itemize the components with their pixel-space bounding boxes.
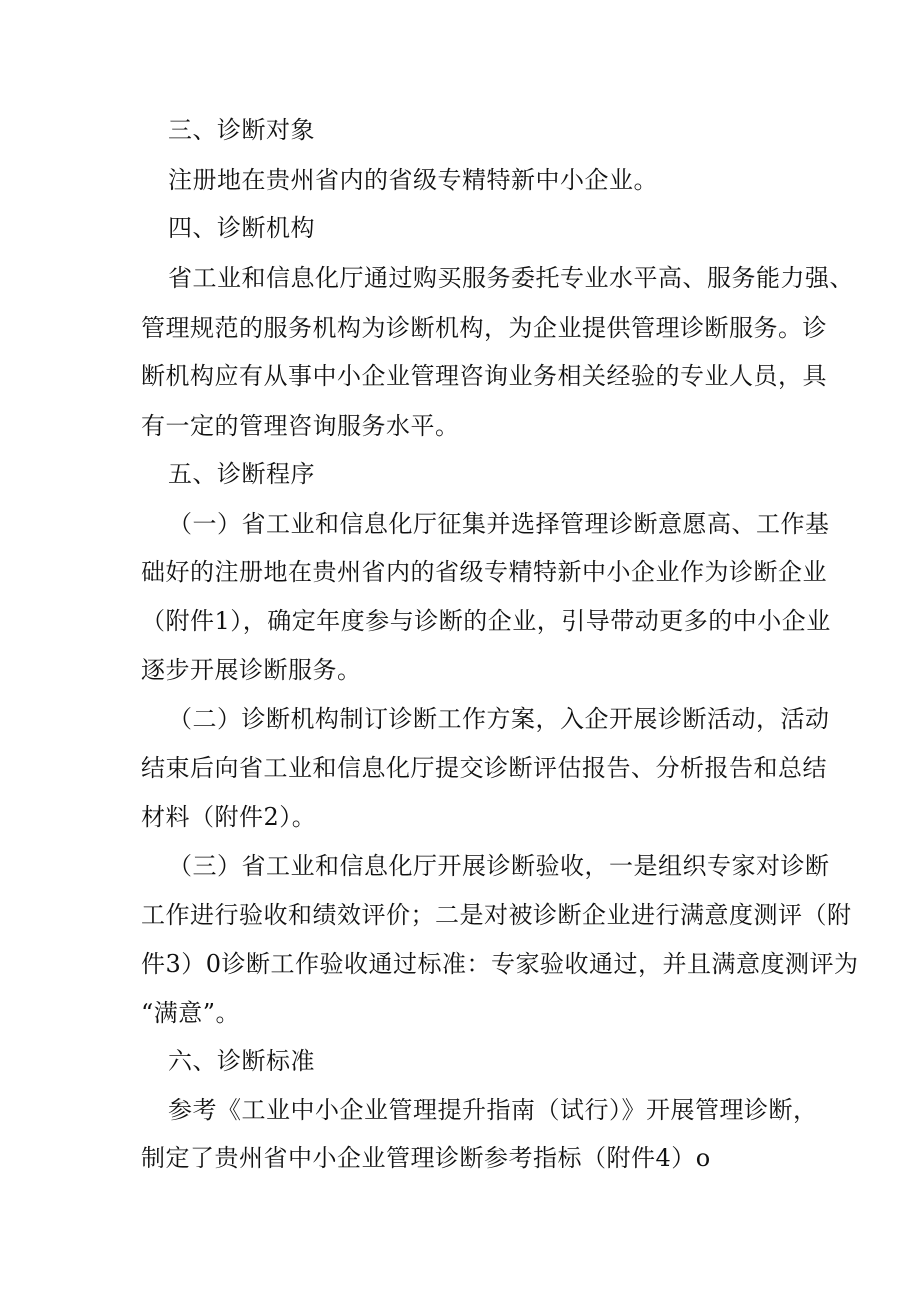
- paragraph-line: 注册地在贵州省内的省级专精特新中小企业。: [168, 166, 658, 194]
- paragraph-line: 件3）0诊断工作验收通过标准：专家验收通过，并且满意度测评为: [141, 950, 859, 978]
- paragraph-line: （二）诊断机构制订诊断工作方案，入企开展诊断活动，活动: [168, 705, 830, 733]
- paragraph-line: 制定了贵州省中小企业管理诊断参考指标（附件4）o: [141, 1144, 711, 1172]
- paragraph-line: 材料（附件2）。: [141, 803, 317, 831]
- paragraph-line: 有一定的管理咨询服务水平。: [141, 412, 460, 440]
- paragraph-line: 础好的注册地在贵州省内的省级专精特新中小企业作为诊断企业: [141, 558, 827, 586]
- paragraph-line: 参考《工业中小企业管理提升指南（试行）》开展管理诊断，: [168, 1096, 818, 1124]
- paragraph-line: “满意”。: [141, 999, 241, 1027]
- heading-diagnosis-agency: 四、诊断机构: [168, 214, 315, 242]
- paragraph-line: 逐步开展诊断服务。: [141, 656, 362, 684]
- paragraph-line: （附件1），确定年度参与诊断的企业，引导带动更多的中小企业: [141, 607, 831, 635]
- heading-diagnosis-procedure: 五、诊断程序: [168, 460, 315, 488]
- paragraph-line: 结束后向省工业和信息化厅提交诊断评估报告、分析报告和总结: [141, 754, 827, 782]
- heading-diagnosis-standard: 六、诊断标准: [168, 1047, 315, 1075]
- paragraph-line: 管理规范的服务机构为诊断机构，为企业提供管理诊断服务。诊: [141, 314, 827, 342]
- paragraph-line: 省工业和信息化厅通过购买服务委托专业水平高、服务能力强、: [168, 264, 854, 292]
- paragraph-line: 断机构应有从事中小企业管理咨询业务相关经验的专业人员，具: [141, 362, 827, 390]
- heading-diagnosis-target: 三、诊断对象: [168, 116, 315, 144]
- paragraph-line: （三）省工业和信息化厅开展诊断验收，一是组织专家对诊断: [168, 852, 830, 880]
- paragraph-line: 工作进行验收和绩效评价；二是对被诊断企业进行满意度测评（附: [141, 901, 852, 929]
- paragraph-line: （一）省工业和信息化厅征集并选择管理诊断意愿高、工作基: [168, 510, 830, 538]
